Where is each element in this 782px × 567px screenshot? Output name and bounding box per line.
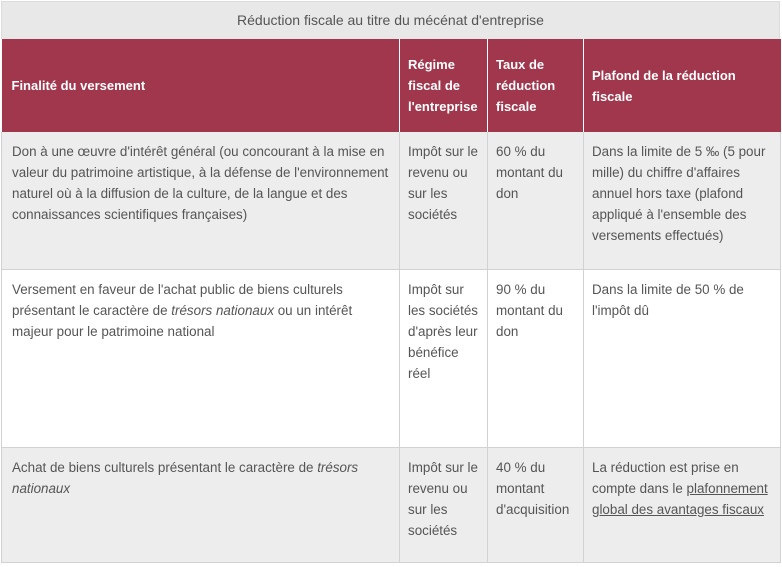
cell-plafond: [584, 447, 781, 562]
finalite-italic: trésors nationaux: [171, 302, 275, 318]
cell-finalite: Don à une œuvre d'intérêt général (ou concourant à la mise en valeur du patrimoine artistique, à la défense de l'environnement naturel où à la diffusion de la culture, de la langue et des connaissances scientifiques françaises): [2, 132, 400, 269]
cell-plafond: Dans la limite de 50 % de l'impôt dû: [584, 269, 781, 447]
header-row: [2, 39, 781, 132]
plafonnement-global-link[interactable]: plafonnement global des avantages fiscaux: [592, 480, 768, 517]
header-taux: Taux de réduction fiscale: [488, 39, 584, 132]
cell-taux: 90 % du montant du don: [488, 269, 584, 447]
plafond-text: La réduction est prise en compte dans le: [592, 459, 739, 496]
cell-taux: 60 % du montant du don: [488, 132, 584, 269]
cell-finalite: [2, 269, 400, 447]
finalite-text-end: ou un intérêt majeur pour le patrimoine national: [12, 302, 353, 339]
mecenat-table-container: [1, 1, 780, 563]
finalite-text: Achat de biens culturels présentant le caractère de: [12, 459, 318, 475]
finalite-text: Versement en faveur de l'achat public de biens culturels présentant le caractère de: [12, 281, 343, 318]
header-finalite: Finalité du versement: [2, 39, 400, 132]
table-row: [2, 132, 781, 269]
mecenat-table: [1, 39, 781, 563]
cell-regime: Impôt sur les sociétés d'après leur bénéfice réel: [400, 269, 488, 447]
header-plafond: Plafond de la réduction fiscale: [584, 39, 781, 132]
table-caption: Réduction fiscale au titre du mécénat d'entreprise: [1, 1, 780, 39]
header-regime: Régime fiscal de l'entreprise: [400, 39, 488, 132]
table-row: [2, 269, 781, 447]
cell-regime: Impôt sur le revenu ou sur les sociétés: [400, 132, 488, 269]
cell-plafond: Dans la limite de 5 ‰ (5 pour mille) du chiffre d'affaires annuel hors taxe (plafond appliqué à l'ensemble des versements effectués): [584, 132, 781, 269]
cell-regime: Impôt sur le revenu ou sur les sociétés: [400, 447, 488, 562]
finalite-italic: trésors nationaux: [12, 459, 359, 496]
table-row: [2, 447, 781, 562]
cell-taux: 40 % du montant d'acquisition: [488, 447, 584, 562]
cell-finalite: [2, 447, 400, 562]
